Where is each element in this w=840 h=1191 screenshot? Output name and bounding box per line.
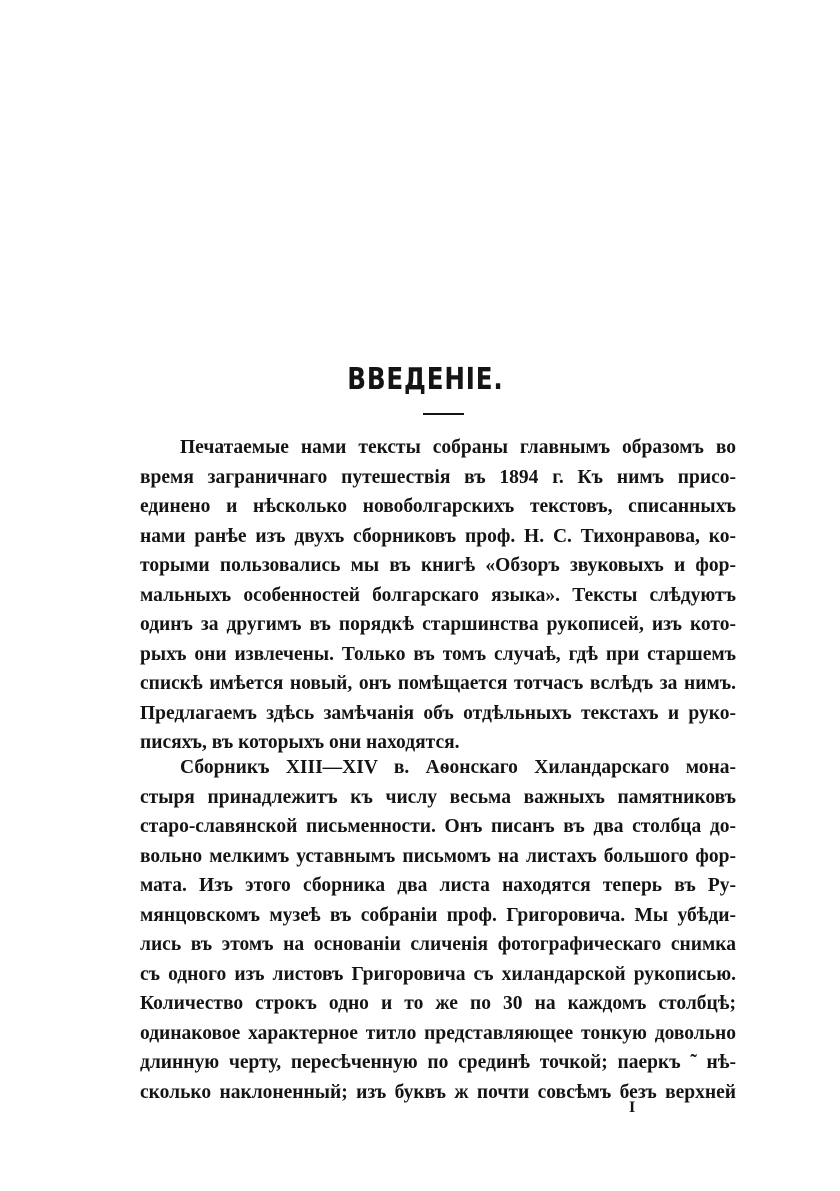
text-line: сколько наклоненный; изъ буквъ ж почти совсѣмъ безъ верхней [140, 1081, 736, 1103]
text-line: торыми пользовались мы въ книгѣ «Обзоръ звуковыхъ и фор- [140, 555, 736, 576]
text-line: писяхъ, въ которыхъ они находятся. [140, 732, 460, 753]
text-line: время заграничнаго путешествія въ 1894 г. Къ нимъ присо- [140, 466, 736, 488]
text-line: одинъ за другимъ въ порядкѣ старшинства рукописей, изъ кото- [140, 614, 736, 635]
text-line: длинную черту, пересѣченную по срединѣ точкой; паеркъ ˜ нѣ- [140, 1052, 736, 1073]
paragraph-2 [140, 753, 736, 1107]
text-line: старо-славянской письменности. Онъ писанъ въ два столбца до- [140, 816, 736, 837]
text-line: съ одного изъ листовъ Григоровича съ хиландарской рукописью. [140, 963, 736, 985]
text-line: единено и нѣсколько новоболгарскихъ текстовъ, списанныхъ [140, 496, 736, 517]
text-line: лись въ этомъ на основаніи сличенія фотографическаго снимка [140, 934, 736, 955]
title-divider [423, 413, 464, 415]
text-line: Печатаемые нами тексты собраны главнымъ образомъ во [180, 437, 736, 458]
text-line: вольно мелкимъ уставнымъ письмомъ на листахъ большого фор- [140, 845, 736, 867]
text-line: одинаковое характерное титло представляющее тонкую довольно [140, 1022, 736, 1044]
page-title: ВВЕДЕНІЕ. [347, 362, 504, 397]
text-line: спискѣ имѣется новый, онъ помѣщается тотчасъ вслѣдъ за нимъ. [140, 673, 736, 694]
paragraph-1 [140, 433, 736, 758]
text-line: Предлагаемъ здѣсь замѣчанія объ отдѣльныхъ текстахъ и руко- [140, 702, 736, 724]
text-line: Сборникъ XIII—XIV в. Аѳонскаго Хиландарскаго мона- [180, 757, 736, 778]
text-line: рыхъ они извлечены. Только въ томъ случаѣ, гдѣ при старшемъ [140, 643, 736, 665]
text-line: мальныхъ особенностей болгарскаго языка». Тексты слѣдуютъ [140, 584, 736, 606]
text-line: стыря принадлежитъ къ числу весьма важныхъ памятниковъ [140, 786, 736, 808]
text-line: мянцовскомъ музеѣ въ собраніи проф. Григоровича. Мы убѣди- [140, 904, 736, 926]
text-line: нами ранѣе изъ двухъ сборниковъ проф. Н. С. Тихонравова, ко- [140, 525, 736, 547]
text-line: мата. Изъ этого сборника два листа находятся теперь въ Ру- [140, 875, 736, 896]
text-line: Количество строкъ одно и то же по 30 на каждомъ столбцѣ; [140, 993, 736, 1014]
page-number: I [629, 1099, 636, 1116]
